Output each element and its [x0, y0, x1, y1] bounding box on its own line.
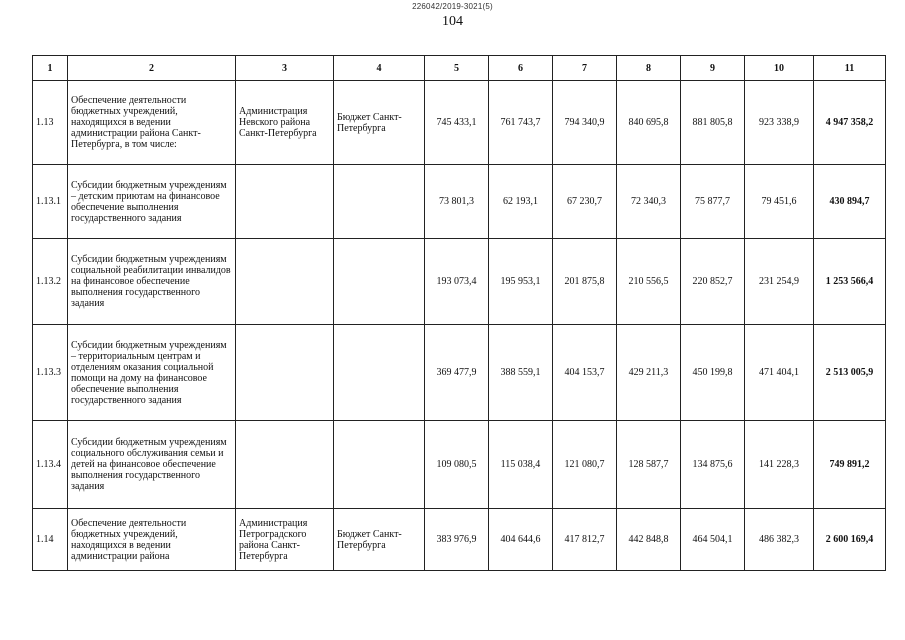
value-cell: 369 477,9	[425, 325, 489, 421]
column-header: 4	[334, 56, 425, 81]
table-row	[33, 239, 886, 325]
value-cell: 923 338,9	[745, 81, 814, 165]
column-header: 2	[68, 56, 236, 81]
value-cell: 72 340,3	[617, 165, 681, 239]
table-row	[33, 81, 886, 165]
column-header: 1	[33, 56, 68, 81]
value-cell: 195 953,1	[489, 239, 553, 325]
value-cell: 761 743,7	[489, 81, 553, 165]
row-executor: Администрация Петроградского района Санкт-Петербурга	[236, 509, 334, 571]
value-cell: 404 644,6	[489, 509, 553, 571]
column-header: 5	[425, 56, 489, 81]
row-description: Обеспечение деятельности бюджетных учреждений, находящихся в ведении администрации района Санкт-Петербурга, в том числе:	[68, 81, 236, 165]
row-executor	[236, 239, 334, 325]
row-description: Субсидии бюджетным учреждениям – территориальным центрам и отделениям оказания социальной помощи на дому на финансовое обеспечение выполнения государственного задания	[68, 325, 236, 421]
value-cell: 794 340,9	[553, 81, 617, 165]
total-cell: 430 894,7	[814, 165, 886, 239]
row-number: 1.13.1	[33, 165, 68, 239]
value-cell: 464 504,1	[681, 509, 745, 571]
row-number: 1.13.2	[33, 239, 68, 325]
row-description: Субсидии бюджетным учреждениям – детским приютам на финансовое обеспечение выполнения государственного задания	[68, 165, 236, 239]
table-row	[33, 421, 886, 509]
row-number: 1.14	[33, 509, 68, 571]
total-cell: 2 513 005,9	[814, 325, 886, 421]
total-cell: 2 600 169,4	[814, 509, 886, 571]
row-executor: Администрация Невского района Санкт-Петербурга	[236, 81, 334, 165]
total-cell: 749 891,2	[814, 421, 886, 509]
value-cell: 67 230,7	[553, 165, 617, 239]
row-executor	[236, 165, 334, 239]
value-cell: 450 199,8	[681, 325, 745, 421]
column-header: 3	[236, 56, 334, 81]
value-cell: 429 211,3	[617, 325, 681, 421]
column-header: 8	[617, 56, 681, 81]
value-cell: 121 080,7	[553, 421, 617, 509]
value-cell: 62 193,1	[489, 165, 553, 239]
page-number: 104	[442, 14, 463, 29]
value-cell: 141 228,3	[745, 421, 814, 509]
row-funding-source	[334, 165, 425, 239]
column-header: 7	[553, 56, 617, 81]
value-cell: 881 805,8	[681, 81, 745, 165]
value-cell: 73 801,3	[425, 165, 489, 239]
value-cell: 231 254,9	[745, 239, 814, 325]
table-row	[33, 325, 886, 421]
budget-table	[32, 55, 886, 571]
value-cell: 115 038,4	[489, 421, 553, 509]
table-row	[33, 509, 886, 571]
row-executor	[236, 421, 334, 509]
table-row	[33, 165, 886, 239]
value-cell: 383 976,9	[425, 509, 489, 571]
row-funding-source	[334, 421, 425, 509]
value-cell: 404 153,7	[553, 325, 617, 421]
value-cell: 471 404,1	[745, 325, 814, 421]
column-header: 9	[681, 56, 745, 81]
row-funding-source: Бюджет Санкт-Петербурга	[334, 509, 425, 571]
row-description: Обеспечение деятельности бюджетных учреждений, находящихся в ведении администрации района	[68, 509, 236, 571]
document-code: 226042/2019-3021(5)	[412, 2, 493, 11]
row-funding-source	[334, 239, 425, 325]
value-cell: 193 073,4	[425, 239, 489, 325]
column-header: 6	[489, 56, 553, 81]
total-cell: 1 253 566,4	[814, 239, 886, 325]
value-cell: 417 812,7	[553, 509, 617, 571]
row-number: 1.13.4	[33, 421, 68, 509]
column-header: 11	[814, 56, 886, 81]
value-cell: 79 451,6	[745, 165, 814, 239]
value-cell: 128 587,7	[617, 421, 681, 509]
value-cell: 201 875,8	[553, 239, 617, 325]
value-cell: 442 848,8	[617, 509, 681, 571]
value-cell: 486 382,3	[745, 509, 814, 571]
value-cell: 109 080,5	[425, 421, 489, 509]
value-cell: 134 875,6	[681, 421, 745, 509]
total-cell: 4 947 358,2	[814, 81, 886, 165]
header-row	[33, 56, 886, 81]
row-description: Субсидии бюджетным учреждениям социального обслуживания семьи и детей на финансовое обеспечение выполнения государственного задания	[68, 421, 236, 509]
row-funding-source: Бюджет Санкт-Петербурга	[334, 81, 425, 165]
value-cell: 220 852,7	[681, 239, 745, 325]
column-header: 10	[745, 56, 814, 81]
row-number: 1.13.3	[33, 325, 68, 421]
row-executor	[236, 325, 334, 421]
row-number: 1.13	[33, 81, 68, 165]
value-cell: 210 556,5	[617, 239, 681, 325]
value-cell: 745 433,1	[425, 81, 489, 165]
row-funding-source	[334, 325, 425, 421]
value-cell: 840 695,8	[617, 81, 681, 165]
value-cell: 388 559,1	[489, 325, 553, 421]
row-description: Субсидии бюджетным учреждениям социальной реабилитации инвалидов на финансовое обеспечение выполнения государственного задания	[68, 239, 236, 325]
value-cell: 75 877,7	[681, 165, 745, 239]
